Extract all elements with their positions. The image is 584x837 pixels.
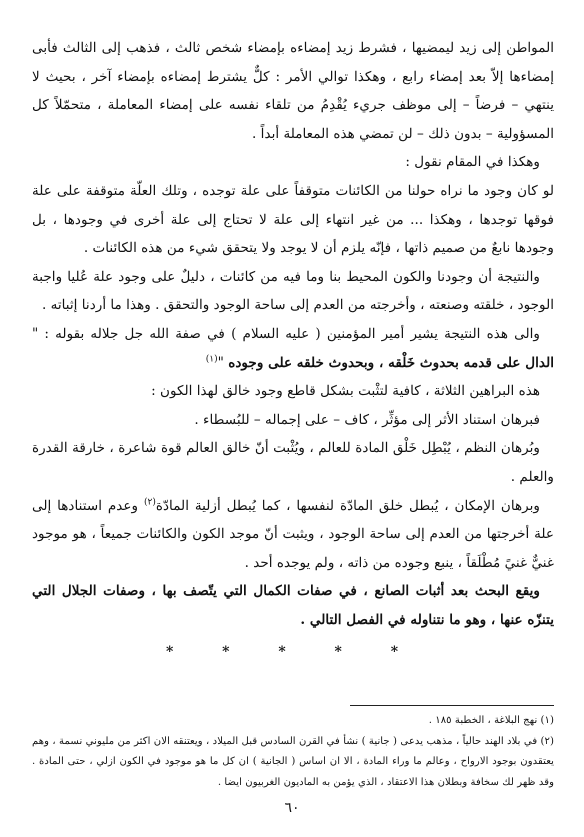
section-separator: * * * * * (165, 644, 421, 661)
paragraph-9-part-a: وبرهان الإمكان ، يُبطل خلق المادّة لنفسها ، كما يُبطل أزلية المادّة (155, 497, 540, 514)
main-text (32, 34, 554, 667)
paragraph-2: وهكذا في المقام نقول : (405, 154, 540, 171)
footnote-marker-1: (١) (540, 715, 554, 726)
paragraph-9-part-b: وعدم استنادها إلى علة أخرجتها من العدم إلى ساحة الوجود ، ويثبت أنّ موجد الكون والكائنات جميعاً ، هو موجود غنيٌّ غنيً مُطْلَقاً ، ينبع وجوده من ذاته ، ولم يوجده أحد . (32, 497, 554, 571)
footnote-1 (32, 711, 554, 732)
paragraph-8: وبُرهان النظم ، يُبْطِل خَلْق المادة للعالم ، ويُثْبت أنّ خالق العالم قوة شاعرة ، خارقة القدرة والعلم . (32, 440, 554, 485)
footnote-text-2: في بلاد الهند حالياً ، مذهب يدعى ( جانية ) نشأ في القرن السادس قبل الميلاد ، ويعتنقه الان اكثر من مليوني نسمة ، وهم يعتقدون بوجود الارواح ، وعالم ما وراء المادة ، الا ان اساس ( الجانية ) ان كل ما هو موجود في الكون ازلي ، حتى المادة . وقد ظهر لك سخافة وبطلان هذا الاعتقاد ، الذي يؤمن به الماديون الغربيون ايضا . (32, 735, 554, 788)
paragraph-4: والنتيجة أن وجودنا والكون المحيط بنا وما فيه من كائنات ، دليلٌ على وجود علة عُليا واجبة الوجود ، خلقته وصنعته ، وأخرجته من العدم إلى ساحة الوجود والتحقق . وهذا ما أردنا إثباته . (32, 268, 554, 314)
footnote-ref-1: (١) (205, 354, 218, 364)
imam-quote: الدال على قدمه بحدوث خَلْقه ، وبحدوث خلقه على وجوده (228, 354, 554, 371)
paragraph-1: المواطن إلى زيد ليمضيها ، فشرط زيد إمضاءه بإمضاء شخص ثالث ، فذهب إلى الثالث فأبى إمضاءها إلاّ بعد إمضاء رابع ، وهكذا توالي الأمر : كلٌّ يشترط إمضاءه بإمضاء آخر ، بحيث لا ينتهي – فرضاً – إلى موظف جريء يُقْدِمُ من تلقاء نفسه على إمضاء المعاملة ، متحمّلاً كل المسؤولية – بدون ذلك – لن تمضي هذه المعاملة أبداً . (32, 40, 554, 142)
footnote-marker-2: (٢) (540, 735, 554, 747)
paragraph-10: ويقع البحث بعد أثبات الصانع ، في صفات الكمال التي يتّصف بها ، وصفات الجلال التي يتنزّه عنها ، وهو ما نتناوله في الفصل التالي . (32, 583, 554, 628)
footnote-text-1: نهج البلاغة ، الخطبة ١٨٥ . (428, 715, 538, 726)
footnote-rule (350, 705, 554, 706)
paragraph-3: لو كان وجود ما نراه حولنا من الكائنات متوقفاً على علة توجده ، وتلك العلّة متوقفة على علة فوقها توجدها ، وهكذا ... من غير انتهاء إلى علة لا تحتاج إلى علة أخرى في وجودها ، بل وجودها نابعٌ من صميم ذاتها ، فإنّه يلزم أن لا يوجد ولا يتحقق شيء من هذه الكائنات . (32, 182, 554, 257)
footnote-2 (32, 732, 554, 794)
quote-intro: والى هذه النتيجة يشير أمير المؤمنين ( عليه السلام ) في صفة الله جل جلاله بقوله : " (32, 325, 540, 342)
footnote-ref-2: (٢) (144, 496, 156, 507)
quote-close: " (217, 354, 229, 371)
paragraph-7: فبرهان استناد الأثر إلى مؤثِّر ، كاف – على إجماله – للبُسطاء . (194, 411, 540, 428)
footnotes (32, 711, 554, 793)
paragraph-5 (32, 320, 554, 377)
paragraph-6: هذه البراهين الثلاثة ، كافية لتثْبت بشكل قاطع وجود خالق لهذا الكون : (151, 383, 540, 400)
page-number: ٦٠ (284, 800, 300, 816)
paragraph-9 (32, 492, 554, 578)
